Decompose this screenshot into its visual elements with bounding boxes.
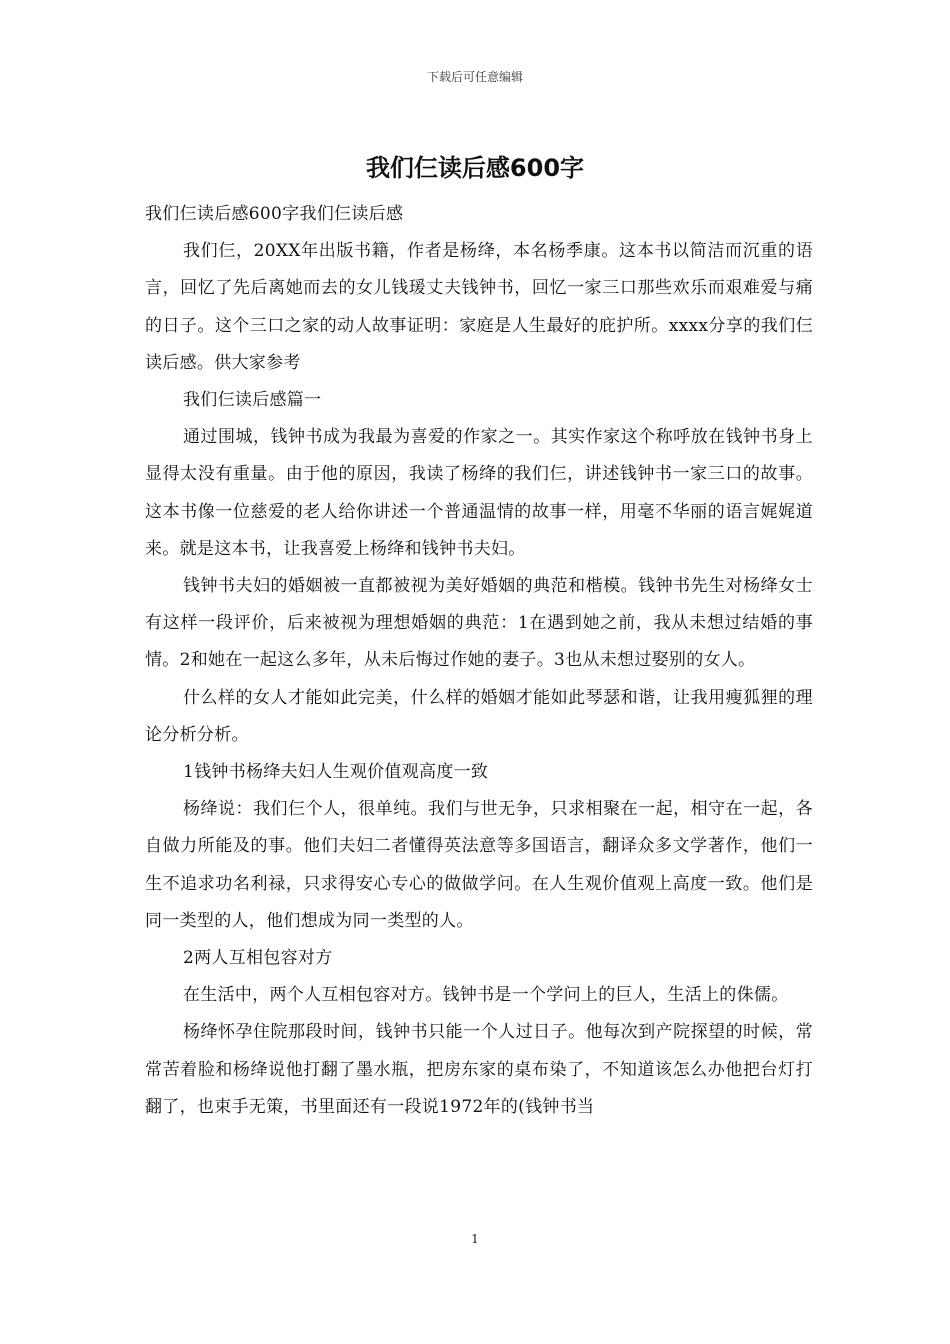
section-heading: 1钱钟书杨绛夫妇人生观价值观高度一致 [183, 762, 489, 783]
paragraph: 什么样的女人才能如此完美，什么样的婚姻才能如此琴瑟和谐，让我用瘦狐狸的理论分析分析。 [145, 687, 813, 745]
paragraph: 杨绛说：我们仨个人，很单纯。我们与世无争，只求相聚在一起，相守在一起，各自做力所能及的事。他们夫妇二者懂得英法意等多国语言，翻译众多文学著作，他们一生不追求功名利禄，只求得安心专心的做做学问。在人生观价值观上高度一致。他们是同一类型的人，他们想成为同一类型的人。 [145, 799, 813, 931]
paragraph-subtitle: 我们仨读后感600字我们仨读后感 [145, 204, 404, 224]
paragraph: 钱钟书夫妇的婚姻被一直都被视为美好婚姻的典范和楷模。钱钟书先生对杨绛女士有这样一段评价，后来被视为理想婚姻的典范：1在遇到她之前，我从未想过结婚的事情。2和她在一起这么多年，从未后悔过作她的妻子。3也从未想过娶别的女人。 [145, 576, 813, 671]
header-note: 下载后可任意编辑 [426, 70, 523, 84]
paragraph: 杨绛怀孕住院那段时间，钱钟书只能一个人过日子。他每次到产院探望的时候，常常苦着脸和杨绛说他打翻了墨水瓶，把房东家的桌布染了，不知道该怎么办他把台灯打翻了，也束手无策，书里面还有一段说1972年的(钱钟书当 [145, 1022, 813, 1117]
paragraph-intro: 我们仨，20XX年出版书籍，作者是杨绛，本名杨季康。这本书以简洁而沉重的语言，回忆了先后离她而去的女儿钱瑗丈夫钱钟书，回忆一家三口那些欢乐而艰难爱与痛的日子。这个三口之家的动人故事证明：家庭是人生最好的庇护所。xxxx分享的我们仨读后感。供大家参考 [145, 241, 813, 373]
section-heading: 2两人互相包容对方 [183, 948, 333, 969]
paragraph: 通过围城，钱钟书成为我最为喜爱的作家之一。其实作家这个称呼放在钱钟书身上显得太没有重量。由于他的原因，我读了杨绛的我们仨，讲述钱钟书一家三口的故事。这本书像一位慈爱的老人给你讲述一个普通温情的故事一样，用毫不华丽的语言娓娓道来。就是这本书，让我喜爱上杨绛和钱钟书夫妇。 [145, 427, 813, 559]
paragraph: 在生活中，两个人互相包容对方。钱钟书是一个学问上的巨人，生活上的侏儒。 [183, 985, 789, 1006]
document-title: 我们仨读后感600字 [365, 154, 585, 182]
document-body [145, 196, 813, 1126]
section-heading: 我们仨读后感篇一 [183, 390, 322, 411]
page-number: 1 [471, 1232, 479, 1246]
